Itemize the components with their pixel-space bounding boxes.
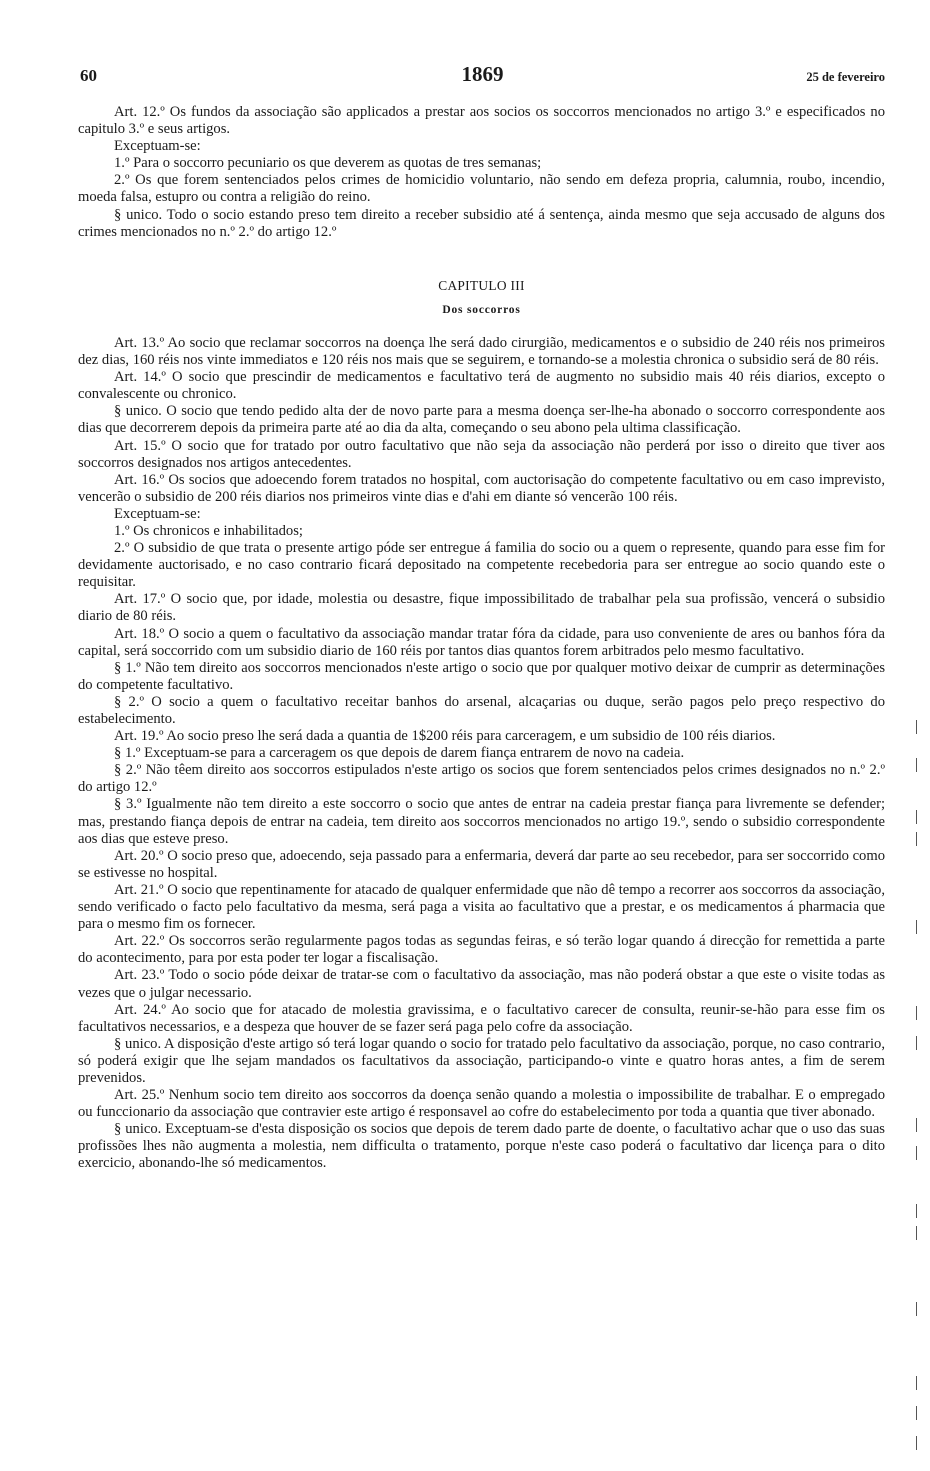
margin-mark (916, 1406, 917, 1420)
paragraph: Exceptuam-se: (114, 505, 201, 522)
header-date: 25 de fevereiro (806, 70, 885, 84)
paragraph: Art. 24.º Ao socio que for atacado de molestia gravissima, e o facultativo carecer de consulta, reunir-se-hão para esse fim os facultativos necessarios, e a despeza que houver de se fazer será paga pelo cofre da associação. (78, 1001, 885, 1035)
margin-mark (916, 810, 917, 824)
paragraph: § 1.º Exceptuam-se para a carceragem os que depois de darem fiança entrarem de novo na cadeia. (114, 745, 685, 762)
paragraph: Art. 15.º O socio que for tratado por outro facultativo que não seja da associação não perderá por isso o direito que tiver aos soccorros designados nos artigos antecedentes. (78, 437, 885, 471)
paragraph: Art. 12.º Os fundos da associação são applicados a prestar aos socios os soccorros mencionados no artigo 3.º e especificados no capitulo 3.º e seus artigos. (78, 104, 885, 138)
margin-mark (916, 920, 917, 934)
margin-mark (916, 1436, 917, 1450)
paragraph: 2.º O subsidio de que trata o presente artigo póde ser entregue á familia do socio ou a quem o represente, quando para esse fim for devidamente auctorisado, e no caso contrario ficará depositado na competente recebedoria para ser entregue ao socio quando este o requisitar. (78, 540, 885, 591)
margin-mark (916, 758, 917, 772)
margin-mark (916, 1302, 917, 1316)
paragraph: 1.º Os chronicos e inhabilitados; (114, 522, 303, 539)
chapter-subtitle: Dos soccorros (442, 303, 521, 316)
margin-mark (916, 1118, 917, 1132)
paragraph: Art. 19.º Ao socio preso lhe será dada a quantia de 1$200 réis para carceragem, e um subsidio de 100 réis diarios. (114, 728, 776, 745)
paragraph: § unico. Todo o socio estando preso tem direito a receber subsidio até á sentença, ainda mesmo que seja accusado de alguns dos crimes mencionados no n.º 2.º do artigo 12.º (78, 206, 885, 240)
paragraph: § unico. A disposição d'este artigo só terá logar quando o socio for tratado pelo facultativo da associação, porque, no caso contrario, só poderá exigir que lhe sejam mandados os facultativos da associação, participando-o vinte e quatro horas antes, a fim de serem prevenidos. (78, 1035, 885, 1086)
margin-mark (916, 1036, 917, 1050)
margin-marks (916, 720, 920, 1460)
paragraph: Art. 16.º Os socios que adoecendo forem tratados no hospital, com auctorisação do competente facultativo ou em caso imprevisto, vencerão o subsidio de 200 réis diarios nos primeiros vinte dias e d'ahi em diante só vencerão 100 réis. (78, 471, 885, 505)
paragraph: Art. 25.º Nenhum socio tem direito aos soccorros da doença senão quando a molestia o impossibilite de trabalhar. E o empregado ou funccionario da associação que contravier este artigo é responsavel ao cofre do estabelecimento por toda a quantia que tiver abonado. (78, 1087, 885, 1121)
paragraph: § 2.º Não têem direito aos soccorros estipulados n'este artigo os socios que forem sentenciados pelos crimes designados no n.º 2.º do artigo 12.º (78, 762, 885, 796)
document-body (78, 104, 885, 1173)
margin-mark (916, 1226, 917, 1240)
paragraph: Art. 18.º O socio a quem o facultativo da associação mandar tratar fóra da cidade, para uso conveniente de ares ou banhos fóra da capital, será soccorrido com um subsidio diario de 160 réis por tantos dias quantos forem arbitrados pelo mesmo facultativo. (78, 625, 885, 659)
paragraph: Art. 22.º Os soccorros serão regularmente pagos todas as segundas feiras, e só terão logar quando á direcção for remettida a parte do acontecimento, para por esta poder ter logar a fiscalisação. (78, 933, 885, 967)
page-number: 60 (80, 66, 97, 85)
paragraph: § 1.º Não tem direito aos soccorros mencionados n'este artigo o socio que por qualquer motivo deixar de cumprir as determinações do competente facultativo. (78, 659, 885, 693)
paragraph: Art. 13.º Ao socio que reclamar soccorros na doença lhe será dado cirurgião, medicamentos e o subsidio de 240 réis nos primeiros dez dias, 160 réis nos vinte immediatos e 120 réis nos mais que se seguirem, e tornando-se a molestia chronica o subsidio será de 80 réis. (78, 334, 885, 369)
paragraph: § 2.º O socio a quem o facultativo receitar banhos do arsenal, alcaçarias ou duque, serão pagos pelo preço respectivo do estabelecimento. (78, 693, 885, 727)
paragraph: § 3.º Igualmente não tem direito a este soccorro o socio que antes de entrar na cadeia prestar fiança para livremente se defender; mas, prestando fiança depois de entrar na cadeia, tem direito aos soccorros mencionados no artigo 19.º, sendo o subsidio correspondente aos dias que esteve preso. (78, 796, 885, 847)
paragraph: Art. 21.º O socio que repentinamente for atacado de qualquer enfermidade que não dê tempo a recorrer aos soccorros da associação, sendo verificado o facto pelo facultativo da mesma, será paga a visita ao facultativo que a prestar, e os medicamentos á pharmacia que para o mesmo fim os fornecer. (78, 881, 885, 933)
margin-mark (916, 832, 917, 846)
paragraph: 2.º Os que forem sentenciados pelos crimes de homicidio voluntario, não sendo em defeza propria, calumnia, roubo, incendio, moeda falsa, estupro ou contra a religião do reino. (78, 172, 885, 206)
margin-mark (916, 1376, 917, 1390)
paragraph: Art. 14.º O socio que prescindir de medicamentos e facultativo terá de augmento no subsidio mais 40 réis diarios, excepto o convalescente ou chronico. (78, 369, 885, 403)
margin-mark (916, 1146, 917, 1160)
header-year: 1869 (461, 62, 504, 86)
paragraph: 1.º Para o soccorro pecuniario os que deverem as quotas de tres semanas; (114, 155, 542, 172)
chapter-title: CAPITULO III (438, 277, 525, 293)
paragraph: Art. 23.º Todo o socio póde deixar de tratar-se com o facultativo da associação, mas não poderá obstar a que este o visite todas as vezes que o julgar necessario. (78, 967, 885, 1001)
margin-mark (916, 1006, 917, 1020)
page-header (80, 62, 885, 92)
paragraph: § unico. O socio que tendo pedido alta der de novo parte para a mesma doença ser-lhe-ha abonado o soccorro correspondente aos dias que decorrerem depois da primeira parte até ao dia da alta, começando o seu abono pela ultima classificação. (78, 403, 885, 437)
paragraph: Art. 20.º O socio preso que, adoecendo, seja passado para a enfermaria, deverá dar parte ao seu recebedor, para ser soccorrido como se estivesse no hospital. (78, 847, 885, 881)
paragraph: § unico. Exceptuam-se d'esta disposição os socios que depois de terem dado parte de doente, o facultativo achar que o uso das suas profissões lhes não augmenta a molestia, nem difficulta o tratamento, porque n'este caso poderá o facultativo dar licença para o dito exercicio, abonando-lhe só medicamentos. (78, 1121, 885, 1172)
margin-mark (916, 720, 917, 734)
paragraph: Art. 17.º O socio que, por idade, molestia ou desastre, fique impossibilitado de trabalhar pela sua profissão, vencerá o subsidio diario de 80 réis. (78, 591, 885, 625)
margin-mark (916, 1204, 917, 1218)
paragraph: Exceptuam-se: (114, 138, 201, 155)
